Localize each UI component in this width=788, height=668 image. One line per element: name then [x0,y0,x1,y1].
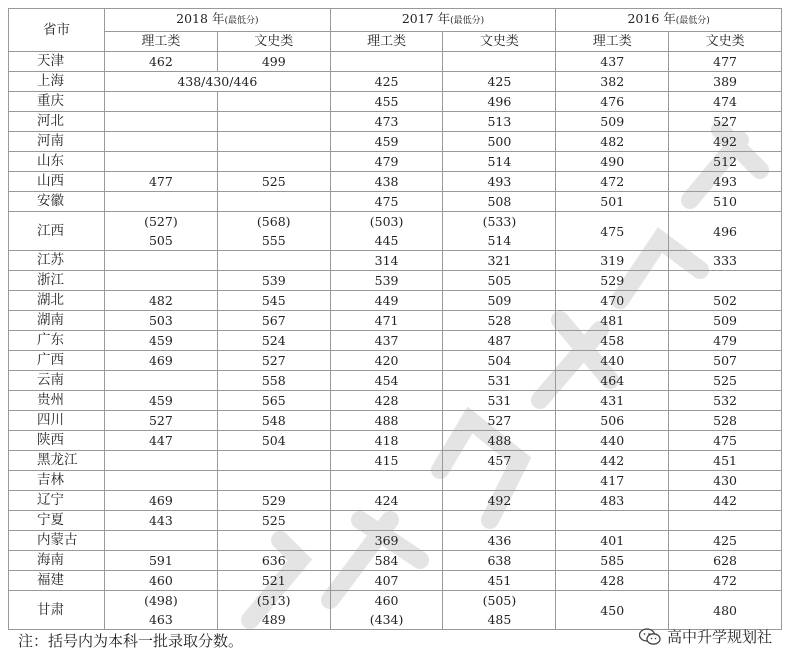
score-line: 496 [713,223,737,239]
score-cell [556,511,669,531]
score-cell: 440 [556,351,669,371]
score-cell: 636 [217,551,330,571]
score-cell [443,471,556,491]
table-row [9,152,782,172]
province-cell: 云南 [9,371,105,391]
province-cell: 上海 [9,72,105,92]
score-cell: 496 [443,92,556,112]
score-cell: 512 [669,152,782,172]
score-cell: 482 [105,291,218,311]
score-cell: 475 [330,192,443,212]
score-cell [443,52,556,72]
wechat-icon [639,628,661,646]
sub-header: 文史类 [443,32,556,52]
score-cell: 525 [669,371,782,391]
score-cell: 482 [556,132,669,152]
score-cell: 464 [556,371,669,391]
score-cell [105,471,218,491]
province-cell: 陕西 [9,431,105,451]
score-cell [330,212,443,251]
score-cell [105,212,218,251]
province-cell: 山东 [9,152,105,172]
score-cell: 451 [443,571,556,591]
province-cell: 广西 [9,351,105,371]
score-cell: 314 [330,251,443,271]
score-cell: 425 [330,72,443,92]
score-cell [217,531,330,551]
province-cell: 湖南 [9,311,105,331]
score-cell: 567 [217,311,330,331]
score-cell: 525 [217,172,330,192]
table-row [9,491,782,511]
score-cell: 488 [443,431,556,451]
score-cell: 472 [669,571,782,591]
table-row [9,551,782,571]
province-header: 省市 [9,9,105,52]
score-cell: 401 [556,531,669,551]
table-row [9,271,782,291]
score-cell: 428 [330,391,443,411]
province-cell: 宁夏 [9,511,105,531]
score-cell: 509 [443,291,556,311]
score-line: 480 [713,602,737,618]
wechat-account [639,626,772,647]
score-cell: 469 [105,351,218,371]
score-cell: 527 [443,411,556,431]
score-cell: 500 [443,132,556,152]
score-cell [443,511,556,531]
province-cell: 甘肃 [9,591,105,630]
score-line: (513) [256,593,291,608]
score-cell: 443 [105,511,218,531]
score-cell: 525 [217,511,330,531]
table-row [9,112,782,132]
score-line: (527) [144,214,178,229]
table-row [9,391,782,411]
score-cell: 509 [556,112,669,132]
score-cell [443,212,556,251]
score-line: (498) [144,593,178,608]
score-cell: 475 [669,431,782,451]
score-cell: 447 [105,431,218,451]
score-line: 450 [600,602,625,618]
sub-header: 理工类 [105,32,218,52]
score-cell: 425 [669,531,782,551]
score-cell: 477 [669,52,782,72]
score-cell: 510 [669,192,782,212]
table-row [9,212,782,251]
score-cell: 545 [217,291,330,311]
table-row [9,431,782,451]
score-cell: 483 [556,491,669,511]
table-row [9,172,782,192]
score-cell: 436 [443,531,556,551]
province-cell: 江西 [9,212,105,251]
score-cell: 430 [669,471,782,491]
year-2018-header: 2018 年(最低分) [105,9,331,32]
province-cell: 海南 [9,551,105,571]
score-cell: 459 [330,132,443,152]
score-cell: 455 [330,92,443,112]
score-cell [330,471,443,491]
province-cell: 河北 [9,112,105,132]
score-cell: 473 [330,112,443,132]
score-cell: 442 [669,491,782,511]
score-cell [105,132,218,152]
score-cell: 528 [443,311,556,331]
score-cell [217,251,330,271]
score-cell: 369 [330,531,443,551]
score-cell: 479 [330,152,443,172]
score-cell: 532 [669,391,782,411]
wechat-account-name: 高中升学规划社 [666,628,772,646]
score-cell: 507 [669,351,782,371]
table-row [9,571,782,591]
year-2016-header: 2016 年(最低分) [556,9,782,32]
score-cell: 424 [330,491,443,511]
score-cell: 459 [105,331,218,351]
score-cell: 521 [217,571,330,591]
score-cell: 527 [217,351,330,371]
score-line: 445 [374,233,399,248]
province-cell: 吉林 [9,471,105,491]
province-cell: 广东 [9,331,105,351]
score-cell: 565 [217,391,330,411]
score-cell: 492 [669,132,782,152]
score-cell: 638 [443,551,556,571]
score-cell [105,192,218,212]
score-cell [105,591,218,630]
score-cell [669,212,782,251]
score-cell: 524 [217,331,330,351]
score-cell: 428 [556,571,669,591]
score-cell: 449 [330,291,443,311]
score-cell [669,511,782,531]
score-line: 463 [148,612,173,627]
score-cell [443,591,556,630]
score-cell: 539 [330,271,443,291]
sub-header: 文史类 [669,32,782,52]
score-cell: 321 [443,251,556,271]
score-cell: 527 [669,112,782,132]
score-cell [105,92,218,112]
score-cell: 454 [330,371,443,391]
table-row [9,331,782,351]
score-cell: 493 [443,172,556,192]
score-line: 505 [148,233,173,248]
score-cell [217,112,330,132]
year-2017-header: 2017 年(最低分) [330,9,556,32]
score-cell [105,112,218,132]
table-row [9,192,782,212]
score-cell: 531 [443,371,556,391]
score-cell: 514 [443,152,556,172]
score-cell: 407 [330,571,443,591]
province-cell: 福建 [9,571,105,591]
table-row [9,351,782,371]
table-row [9,451,782,471]
score-cell: 425 [443,72,556,92]
score-line: 485 [487,612,512,627]
score-line: (434) [369,612,404,627]
score-cell: 459 [105,391,218,411]
score-cell: 460 [105,571,218,591]
score-cell [105,152,218,172]
score-cell: 382 [556,72,669,92]
score-cell-merged: 438/430/446 [105,72,331,92]
score-cell: 503 [105,311,218,331]
province-cell: 浙江 [9,271,105,291]
score-cell [556,591,669,630]
score-cell: 476 [556,92,669,112]
table-row [9,92,782,112]
table-row [9,132,782,152]
province-cell: 黑龙江 [9,451,105,471]
score-cell: 469 [105,491,218,511]
score-cell [105,251,218,271]
score-cell: 458 [556,331,669,351]
score-line: (503) [369,214,404,229]
sub-header: 理工类 [330,32,443,52]
province-cell: 内蒙古 [9,531,105,551]
score-cell: 471 [330,311,443,331]
table-row [9,591,782,630]
score-cell: 462 [105,52,218,72]
score-cell [217,212,330,251]
score-line: 555 [261,233,286,248]
score-cell: 628 [669,551,782,571]
score-cell: 415 [330,451,443,471]
province-cell: 重庆 [9,92,105,112]
sub-header: 理工类 [556,32,669,52]
score-table [8,8,782,630]
score-cell: 431 [556,391,669,411]
score-cell: 418 [330,431,443,451]
province-cell: 江苏 [9,251,105,271]
score-cell: 481 [556,311,669,331]
score-cell: 585 [556,551,669,571]
score-cell [217,152,330,172]
score-line: (533) [482,214,517,229]
score-cell: 437 [330,331,443,351]
score-cell: 492 [443,491,556,511]
sub-header: 文史类 [217,32,330,52]
score-cell: 472 [556,172,669,192]
score-cell: 479 [669,331,782,351]
score-cell: 420 [330,351,443,371]
score-cell: 389 [669,72,782,92]
province-cell: 四川 [9,411,105,431]
score-line: 475 [600,223,625,239]
score-cell: 513 [443,112,556,132]
score-cell [669,271,782,291]
score-cell: 442 [556,451,669,471]
table-row [9,291,782,311]
score-cell: 529 [556,271,669,291]
score-cell: 539 [217,271,330,291]
score-cell: 502 [669,291,782,311]
score-cell: 506 [556,411,669,431]
score-cell: 474 [669,92,782,112]
score-cell: 529 [217,491,330,511]
score-cell [217,132,330,152]
province-cell: 贵州 [9,391,105,411]
score-cell [105,271,218,291]
score-cell [330,52,443,72]
score-cell: 437 [556,52,669,72]
score-cell: 558 [217,371,330,391]
table-row [9,311,782,331]
score-cell: 591 [105,551,218,571]
score-cell: 440 [556,431,669,451]
score-cell [105,531,218,551]
score-cell: 470 [556,291,669,311]
score-cell: 319 [556,251,669,271]
score-cell: 417 [556,471,669,491]
score-line: 489 [261,612,286,627]
score-cell [330,511,443,531]
score-cell [217,92,330,112]
score-cell: 505 [443,271,556,291]
score-cell: 333 [669,251,782,271]
table-row [9,72,782,92]
score-cell [217,471,330,491]
table-row [9,371,782,391]
score-cell [105,371,218,391]
score-cell: 584 [330,551,443,571]
province-cell: 河南 [9,132,105,152]
score-cell: 487 [443,331,556,351]
score-cell: 477 [105,172,218,192]
score-cell: 548 [217,411,330,431]
province-cell: 湖北 [9,291,105,311]
table-row [9,52,782,72]
score-cell [217,192,330,212]
score-cell: 493 [669,172,782,192]
score-cell: 499 [217,52,330,72]
score-cell [105,451,218,471]
score-cell: 501 [556,192,669,212]
score-cell [217,451,330,471]
province-cell: 辽宁 [9,491,105,511]
score-line: 460 [374,593,399,608]
province-cell: 安徽 [9,192,105,212]
table-row [9,511,782,531]
table-row [9,411,782,431]
score-cell: 531 [443,391,556,411]
table-row [9,531,782,551]
province-cell: 天津 [9,52,105,72]
score-line: 514 [487,233,512,248]
score-cell: 504 [443,351,556,371]
score-cell [217,591,330,630]
score-cell [669,591,782,630]
score-cell [556,212,669,251]
table-row [9,471,782,491]
score-cell: 528 [669,411,782,431]
score-cell: 488 [330,411,443,431]
score-line: (505) [482,593,517,608]
score-cell: 509 [669,311,782,331]
score-cell: 490 [556,152,669,172]
score-cell: 451 [669,451,782,471]
score-line: (568) [256,214,291,229]
score-cell: 438 [330,172,443,192]
score-cell [330,591,443,630]
score-cell: 504 [217,431,330,451]
score-cell: 457 [443,451,556,471]
table-row [9,251,782,271]
footnote: 注：括号内为本科一批录取分数。 [18,632,244,650]
province-cell: 山西 [9,172,105,192]
score-cell: 527 [105,411,218,431]
score-cell: 508 [443,192,556,212]
